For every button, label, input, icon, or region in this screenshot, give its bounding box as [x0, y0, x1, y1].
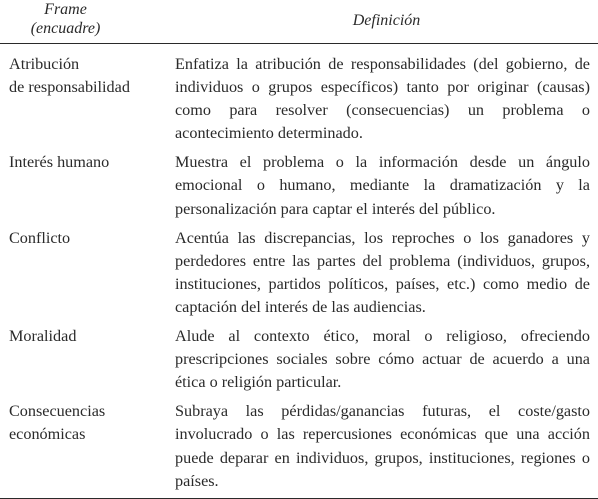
frame-header-line-2: (encuadre): [30, 20, 101, 37]
definition-cell: Muestra el problema o la información desde un ángulo emocional o humano, mediante la dramatización y la personalización para captar el interés del público.: [175, 153, 590, 218]
frame-name-cell: [0, 319, 175, 394]
frame-name-cell: [0, 44, 175, 146]
frame-name-line: Atribución: [9, 55, 80, 73]
table-row: [0, 221, 598, 319]
table-header: [0, 0, 598, 44]
frame-name-line: de responsabilidad: [9, 78, 130, 97]
frame-name-line: económicas: [9, 425, 86, 444]
table-row: [0, 319, 598, 394]
table-body: [0, 44, 598, 499]
header-row: [0, 0, 598, 44]
frame-column-header: [0, 0, 175, 44]
definition-column-header: Definición: [352, 12, 421, 29]
table-row: [0, 44, 598, 146]
frame-name-cell: [0, 394, 175, 498]
frame-name-line: Moralidad: [9, 327, 77, 346]
frame-header-line-1: Frame: [44, 1, 87, 18]
frame-name-cell: [0, 221, 175, 319]
table-row: [0, 145, 598, 220]
frame-name-line: Consecuencias: [9, 402, 106, 421]
frame-name-line: Interés humano: [9, 153, 110, 172]
definition-cell: Alude al contexto ético, moral o religioso, ofreciendo prescripciones sociales sobre cómo actuar de acuerdo a una ética o religión particular.: [175, 327, 590, 392]
definition-cell: Enfatiza la atribución de responsabilidades (del gobierno, de individuos o grupos específicos) tanto por originar (causas) como para resolver (consecuencias) un problema o acontecimiento determinado.: [175, 55, 590, 143]
frame-name-cell: [0, 145, 175, 220]
frame-name-line: Conflicto: [9, 228, 71, 247]
definition-cell: Acentúa las discrepancias, los reproches o los ganadores y perdedores entre las partes del problema (individuos, grupos, instituciones, partidos políticos, países, etc.) como medio de captación del interés de las audiencias.: [175, 228, 590, 316]
table-row: [0, 394, 598, 498]
definition-cell: Subraya las pérdidas/ganancias futuras, el coste/gasto involucrado o las repercusiones económicas que una acción puede deparar en individuos, grupos, instituciones, regiones o países.: [175, 402, 590, 490]
